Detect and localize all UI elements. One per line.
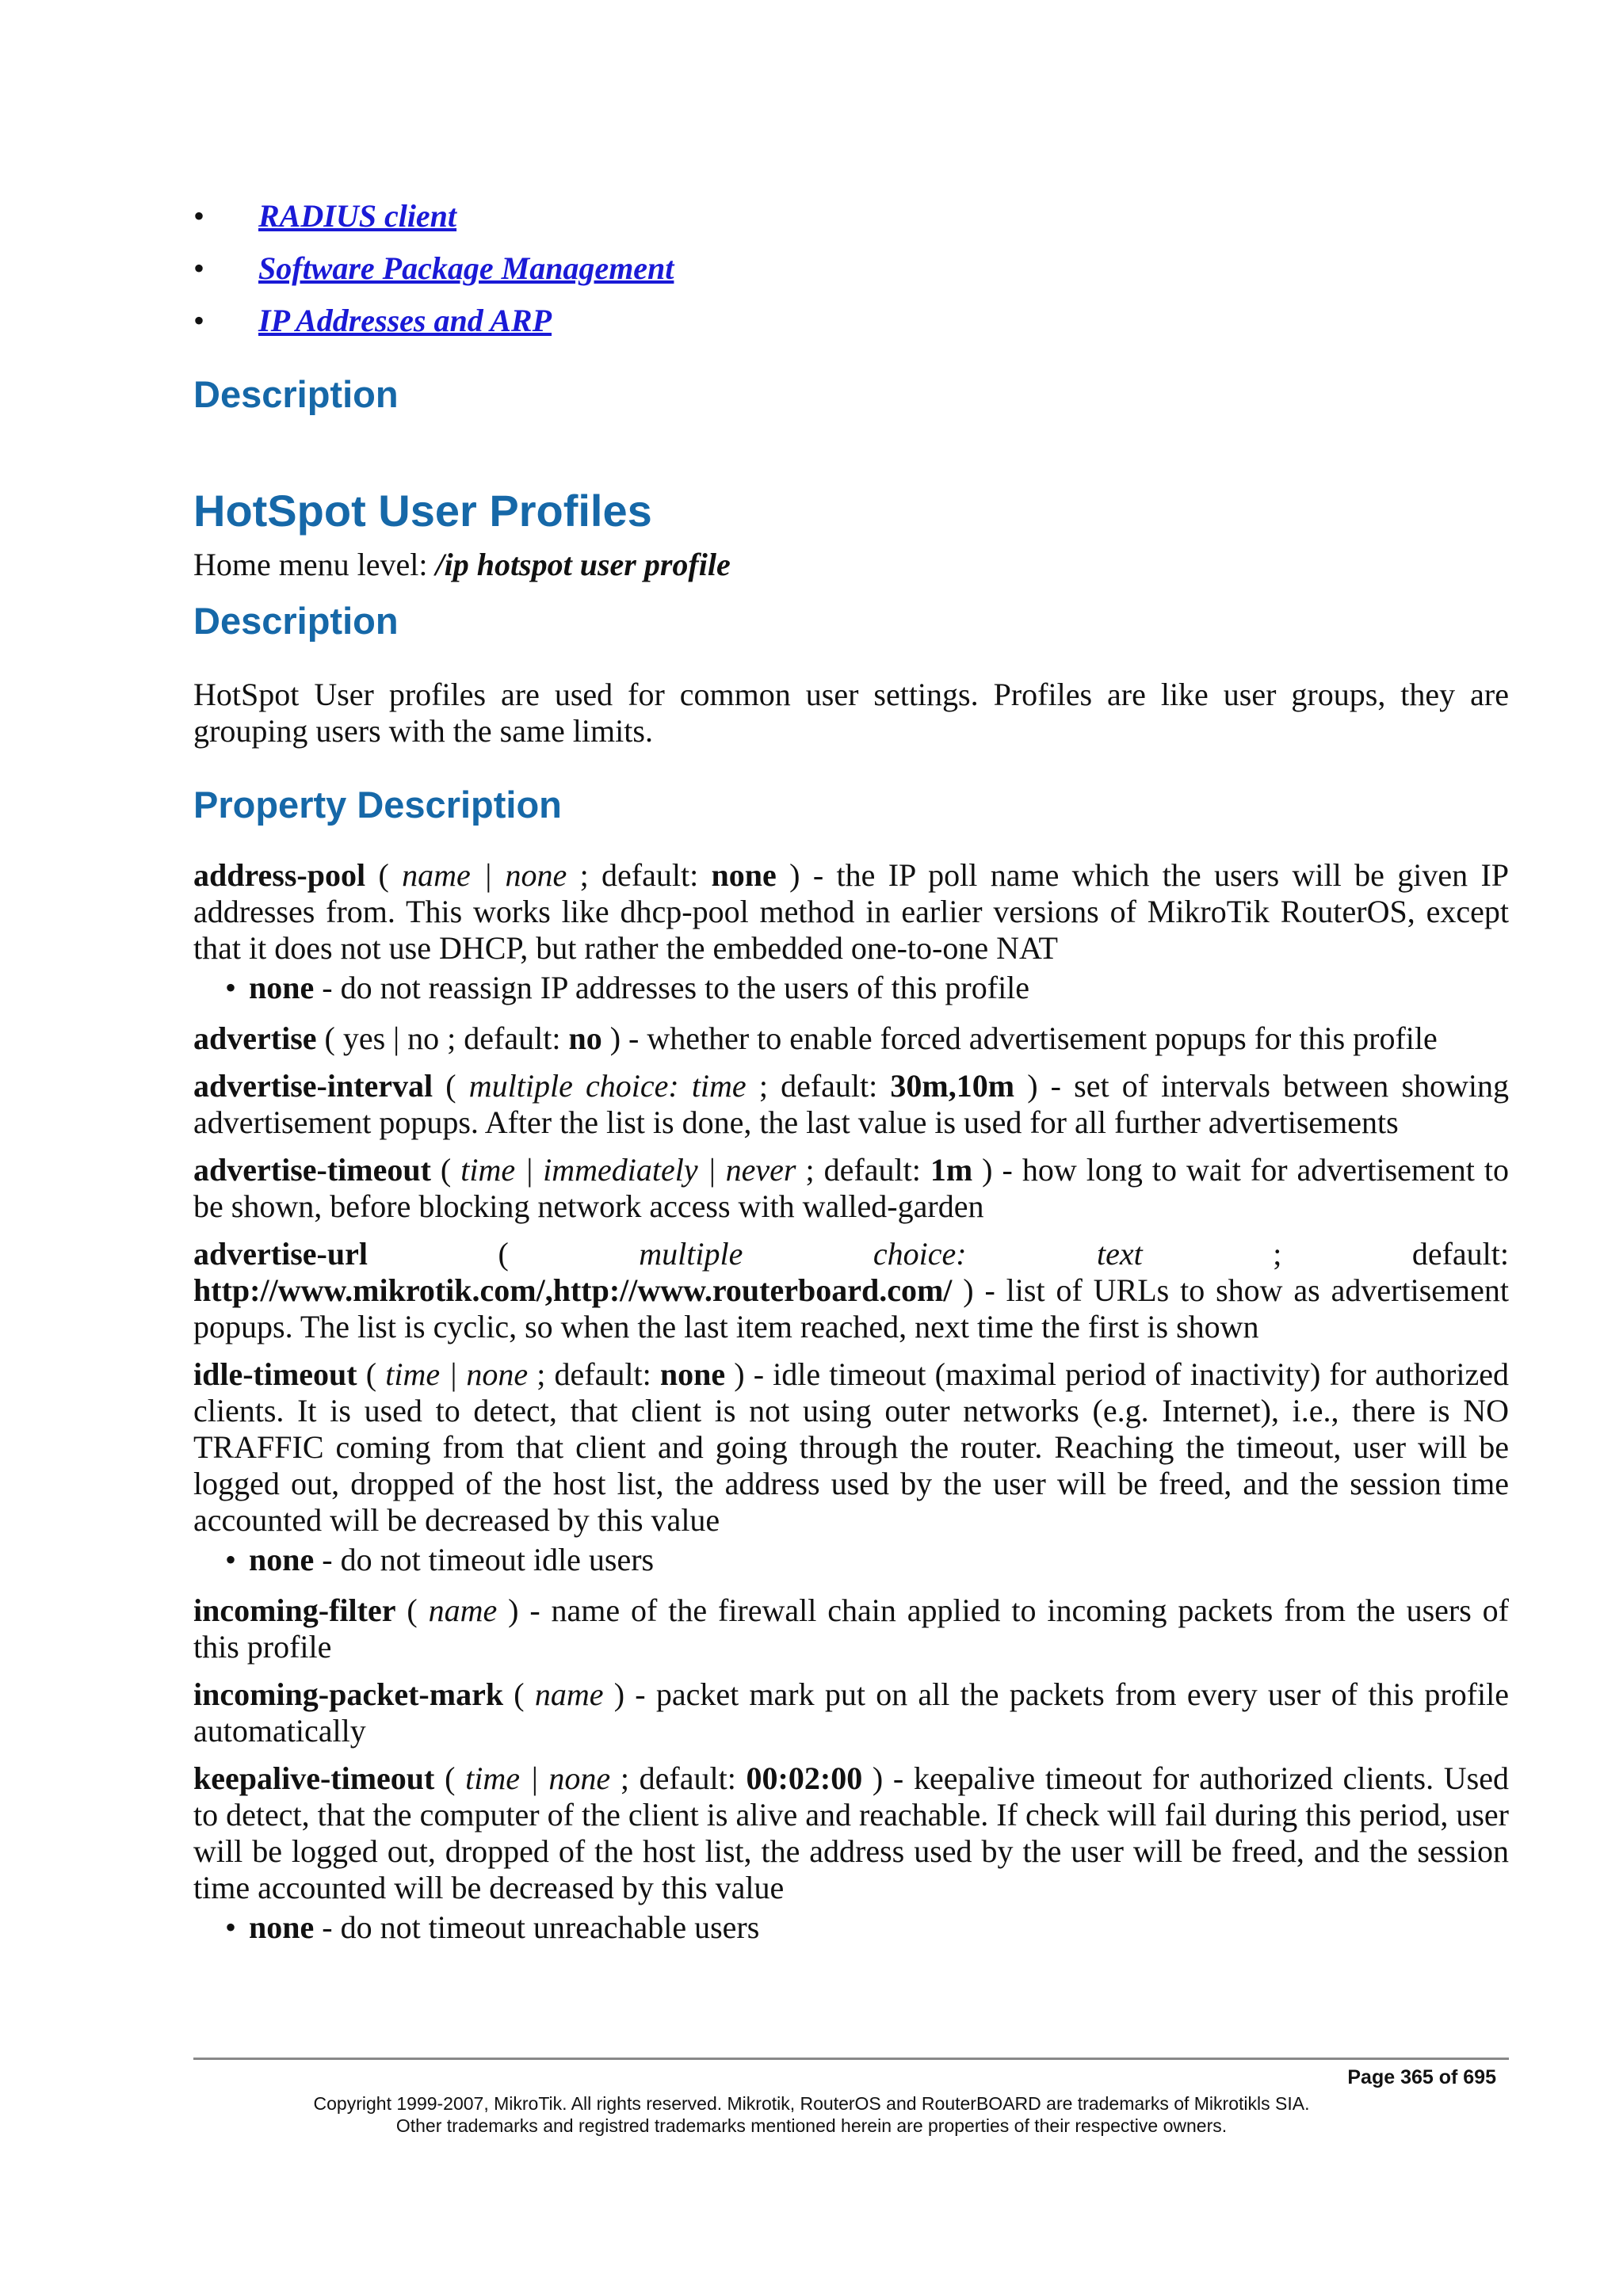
page-content: [193, 190, 1509, 1960]
property-advertise: advertise ( yes | no ; default: no ) - whether to enable forced advertisement popups for this profile: [193, 1020, 1438, 1056]
property-option-none: • none - do not timeout idle users: [225, 1542, 655, 1577]
property-list: [193, 857, 1509, 1946]
menu-level-line: [193, 547, 1509, 583]
bullet: •: [193, 303, 205, 338]
property-option-none: • none - do not reassign IP addresses to the users of this profile: [225, 970, 1030, 1005]
property-address-pool: address-pool ( name | none ; default: none ) - the IP poll name which the users will be given IP addresses from. This works like dhcp-pool method in earlier versions of MikroTik RouterOS, except that it does not use DHCP, but rather the embedded one-to-one NAT: [193, 857, 1510, 966]
property-advertise-timeout: advertise-timeout ( time | immediately | never ; default: 1m ) - how long to wait for advertisement to be shown, before blocking network access with walled-garden: [193, 1152, 1510, 1224]
section-heading-description: Description: [193, 373, 399, 415]
property-incoming-filter: incoming-filter ( name ) - name of the firewall chain applied to incoming packets from the users of this profile: [193, 1592, 1509, 1665]
section-heading-description-2: Description: [193, 600, 399, 642]
link-software-package-management[interactable]: Software Package Management: [258, 250, 674, 286]
property-advertise-interval: advertise-interval ( multiple choice: time ; default: 30m,10m ) - set of intervals between showing advertisement popups. After the list is done, the last value is used for all further advertisements: [193, 1068, 1510, 1140]
page-number: Page 365 of 695: [1347, 2066, 1496, 2088]
description-paragraph: HotSpot User profiles are used for common user settings. Profiles are like user groups, they are grouping users with the same limits.: [193, 677, 1509, 749]
property-keepalive-timeout: keepalive-timeout ( time | none ; default: 00:02:00 ) - keepalive timeout for authorized clients. Used to detect, that the computer of the client is alive and reachable. If check will fail during this period, user will be logged out, dropped of the host list, the address used by the user will be freed, and the session time accounted will be decreased by this value: [193, 1760, 1509, 1905]
section-heading-property-description: Property Description: [193, 784, 562, 826]
bullet: •: [193, 198, 205, 234]
trademark-line: Other trademarks and registred trademarks mentioned herein are properties of their respective owners.: [395, 2115, 1228, 2136]
property-option-none: • none - do not timeout unreachable users: [225, 1909, 760, 1945]
page-title: HotSpot User Profiles: [193, 486, 652, 536]
bullet: •: [193, 250, 205, 286]
footer-divider: [193, 2058, 1509, 2060]
menu-level-path: /ip hotspot user profile: [435, 547, 731, 582]
link-ip-addresses-and-arp[interactable]: IP Addresses and ARP: [258, 303, 552, 338]
menu-level-label: Home menu level:: [193, 547, 436, 582]
property-advertise-url: advertise-url ( multiple choice: text ; default: http://www.mikrotik.com/,http://www.routerboard.com/ ) - list of URLs to show as advertisement popups. The list is cyclic, so when the last item reached, next time the first is shown: [193, 1236, 1509, 1344]
property-idle-timeout: idle-timeout ( time | none ; default: none ) - idle timeout (maximal period of inactivity) for authorized clients. It is used to detect, that client is not using outer networks (e.g. Internet), i.e., there is NO TRAFFIC coming from that client and going through the router. Reaching the timeout, user will be logged out, dropped of the host list, the address used by the user will be freed, and the session time accounted will be decreased by this value: [193, 1356, 1509, 1538]
list-item: [193, 190, 1509, 242]
copyright-line: Copyright 1999-2007, MikroTik. All rights reserved. Mikrotik, RouterOS and RouterBOARD are trademarks of Mikrotikls SIA.: [313, 2093, 1310, 2114]
link-radius-client[interactable]: RADIUS client: [258, 198, 457, 234]
list-item: [193, 295, 1509, 347]
property-incoming-packet-mark: incoming-packet-mark ( name ) - packet mark put on all the packets from every user of this profile automatically: [193, 1676, 1509, 1749]
list-item: [193, 242, 1509, 295]
related-links-list: [193, 190, 1509, 347]
